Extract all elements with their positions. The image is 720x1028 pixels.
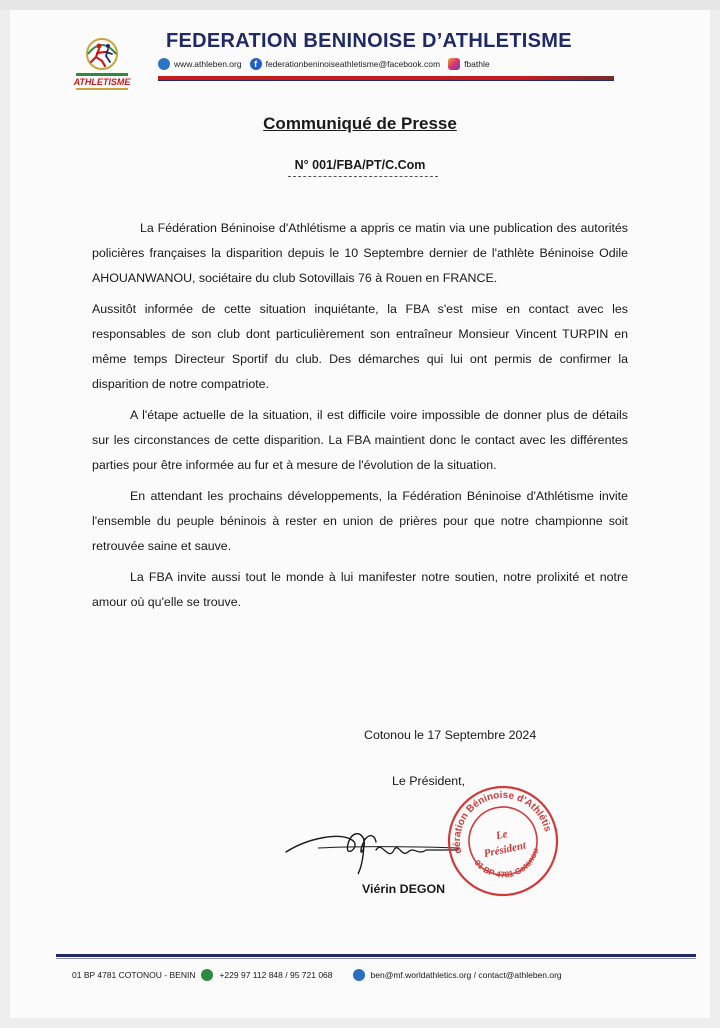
document-title: Communiqué de Presse xyxy=(263,114,457,133)
paragraph-5: La FBA invite aussi tout le monde à lui manifester notre soutien, notre prolixité et notre amour où qu'elle se trouve. xyxy=(92,570,628,609)
phone-icon xyxy=(201,969,213,981)
place-date: Cotonou le 17 Septembre 2024 xyxy=(364,728,537,742)
stamp-center-line1: Le xyxy=(494,828,509,843)
handwritten-signature xyxy=(278,810,468,880)
instagram-text: fbathle xyxy=(464,59,490,69)
signer-title: Le Président, xyxy=(392,774,466,788)
document-reference: N° 001/FBA/PT/C.Com xyxy=(294,158,426,172)
footer-phone: +229 97 112 848 / 95 721 068 xyxy=(219,970,333,980)
logo-text: ATHLETISME xyxy=(73,77,131,87)
official-stamp xyxy=(444,782,562,900)
footer-divider-thin xyxy=(56,958,696,959)
paragraph-4: En attendant les prochains développements, la Fédération Béninoise d'Athlétisme invite l'ensemble du peuple béninois à rester en union de prières pour que notre championne soit retrouvée saine et sauve. xyxy=(92,489,628,553)
paragraph-1: La Fédération Béninoise d'Athlétisme a appris ce matin via une publication des autorités policières françaises la disparition depuis le 10 Septembre dernier de l'athlète Béninoise Odile AHOUANWANOU, sociétaire du club Sotovillais 76 à Rouen en FRANCE. xyxy=(92,221,628,285)
fba-logo xyxy=(72,32,136,96)
top-bar xyxy=(0,0,720,10)
footer-contacts xyxy=(72,966,692,984)
stamp-bottom-text: 01 BP 4781 Cotonou xyxy=(472,846,541,880)
website-contact xyxy=(158,58,242,70)
instagram-icon xyxy=(448,58,460,70)
facebook-contact xyxy=(250,58,440,70)
stamp-center-line2: Président xyxy=(482,839,528,861)
header-divider-blue xyxy=(158,80,614,81)
footer-address: 01 BP 4781 COTONOU - BENIN xyxy=(72,970,196,980)
facebook-icon: f xyxy=(250,58,262,70)
document-body xyxy=(92,216,628,621)
paragraph-2: Aussitôt informée de cette situation inquiétante, la FBA s'est mise en contact avec les responsables de son club dont particulièrement son entraîneur Monsieur Vincent TURPIN en même temps Directeur Sportif du club. Des démarches qui lui ont permis de confirmer la disparition de notre compatriote. xyxy=(92,302,628,391)
website-text: www.athleben.org xyxy=(174,59,242,69)
globe-icon xyxy=(158,58,170,70)
header-contacts xyxy=(158,56,618,72)
letter-page xyxy=(10,10,710,1018)
footer-email: ben@mf.worldathletics.org / contact@athleben.org xyxy=(370,970,562,980)
reference-underline xyxy=(288,176,438,177)
stamp-ring-text: Fédération Béninoise d'Athlétisme xyxy=(451,789,553,855)
signer-name: Viérin DEGON xyxy=(362,882,446,896)
email-icon xyxy=(353,969,365,981)
footer-divider xyxy=(56,954,696,957)
facebook-text: federationbeninoiseathletisme@facebook.com xyxy=(265,59,441,69)
paragraph-3: A l'étape actuelle de la situation, il est difficile voire impossible de donner plus de détails sur les circonstances de cette disparition. La FBA maintient donc le contact avec les différentes parties pour être informée au fur et à mesure de l'évolution de la situation. xyxy=(92,408,628,472)
instagram-contact xyxy=(448,58,490,70)
org-name: FEDERATION BENINOISE D’ATHLETISME xyxy=(166,30,572,52)
